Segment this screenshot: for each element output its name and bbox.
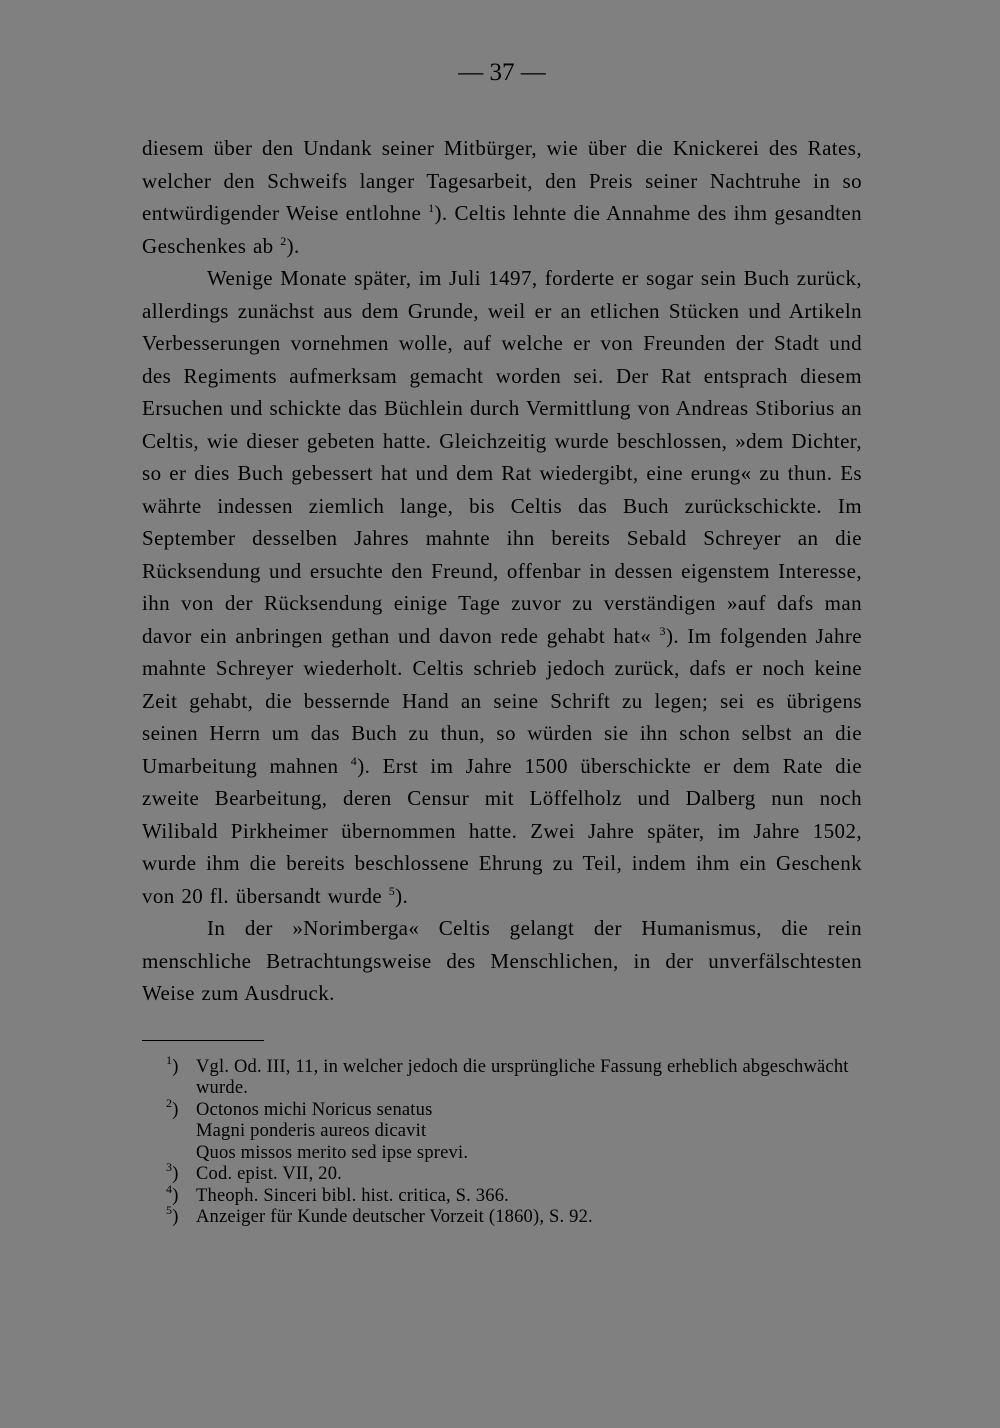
footnote-ref: 4 (350, 753, 358, 768)
footnote-text (196, 1186, 862, 1208)
footnote-number: 5 (166, 1203, 173, 1217)
footnote-line: Octonos michi Noricus senatus (196, 1099, 433, 1120)
footnote-mark: $^3$) (166, 1160, 179, 1184)
footnote-divider (142, 1040, 264, 1041)
footnote-number: 1 (166, 1052, 173, 1067)
footnote-ref: 3 (659, 623, 666, 638)
footnote-line: Anzeiger für Kunde deutscher Vorzeit (1860), S. 92. (196, 1207, 593, 1227)
paragraph-text: diesem über den Undank seiner Mitbürger, wie über die Knickerei des Rates, welcher den Schweifs langer Tagesarbeit, den Preis seiner Nachtruhe in so entwürdigender Weise entlohne (142, 136, 862, 225)
footnote-text (196, 1100, 862, 1165)
footnote-ref: 1 (428, 201, 435, 215)
footnote-mark: $^2$) (166, 1095, 179, 1120)
paragraph-text: ). Celtis lehnte die Annahme des ihm gesandten Geschenkes ab (142, 201, 862, 258)
footnote-line: Cod. epist. VII, 20. (196, 1164, 343, 1184)
footnote-line: Vgl. Od. III, 11, in welcher jedoch die ursprüngliche Fassung erheblich abgeschwächt wurde. (196, 1056, 849, 1098)
page-number: — 37 — (458, 59, 546, 86)
paragraph (142, 262, 862, 912)
paragraph-text: ). (395, 883, 409, 908)
footnote-ref: 2 (280, 233, 287, 248)
paragraph-text: ). Im folgenden Jahre mahnte Schreyer wiederholt. Celtis schrieb jedoch zurück, dafs er noch keine Zeit gehabt, die bessernde Hand an seine Schrift zu legen; sei es übrigens seinen Herrn um das Buch zu thun, so würden sie ihn schon selbst an die Umarbeitung mahnen (142, 623, 862, 778)
paragraph (142, 912, 862, 1010)
footnote (142, 1181, 862, 1208)
footnote (142, 1095, 862, 1165)
footnote (142, 1203, 862, 1229)
footnote-mark: $^5$) (166, 1203, 179, 1227)
footnote-number: 4 (166, 1181, 173, 1196)
body-text (142, 132, 862, 1010)
footnote-number: 2 (166, 1095, 173, 1110)
footnote-mark: $^4$) (166, 1181, 179, 1206)
paragraph-text: ). (286, 233, 300, 258)
paragraph-text: ). Erst im Jahre 1500 überschickte er dem Rate die zweite Bearbeitung, deren Censur mit Löffelholz und Dalberg nun noch Wilibald Pirkheimer übernommen hatte. Zwei Jahre später, im Jahre 1502, wurde ihm die bereits beschlossene Ehrung zu Teil, indem ihm ein Geschenk von 20 fl. übersandt wurde (142, 753, 862, 908)
footnote-text (196, 1057, 862, 1100)
footnote-line: Quos missos merito sed ipse sprevi. (196, 1142, 469, 1163)
paragraph (142, 132, 862, 262)
footnote-line: Theoph. Sinceri bibl. hist. critica, S. 366. (196, 1185, 509, 1206)
footnote (142, 1160, 862, 1186)
footnote-number: 3 (166, 1160, 173, 1174)
footnote-line: Magni ponderis aureos dicavit (196, 1121, 427, 1141)
document-page (142, 58, 862, 1229)
footnotes (142, 1052, 862, 1229)
footnote-mark: $^1$) (166, 1052, 179, 1077)
footnote-ref: 5 (388, 883, 396, 898)
footnote (142, 1052, 862, 1100)
paragraph-text: In der »Norimberga« Celtis gelangt der Humanismus, die rein menschliche Betrachtungsweise des Menschlichen, in der unverfälschtesten Weise zum Ausdruck. (142, 916, 862, 1005)
footnote-text (196, 1207, 862, 1229)
footnote-text (196, 1164, 862, 1186)
paragraph-text: Wenige Monate später, im Juli 1497, forderte er sogar sein Buch zurück, allerdings zunächst aus dem Grunde, weil er an etlichen Stücken und Artikeln Verbesserungen vornehmen wolle, auf welche er von Freunden der Stadt und des Regiments aufmerksam gemacht worden sei. Der Rat entsprach diesem Ersuchen und schickte das Büchlein durch Vermittlung von Andreas Stiborius an Celtis, wie dieser gebeten hatte. Gleichzeitig wurde beschlossen, »dem Dichter, so er dies Buch gebessert hat und dem Rat wiedergibt, eine erung« zu thun. Es währte indessen ziemlich lange, bis Celtis das Buch zurückschickte. Im September desselben Jahres mahnte ihn bereits Sebald Schreyer an die Rücksendung und ersuchte den Freund, offenbar in dessen eigenstem Interesse, ihn von der Rücksendung einige Tage zuvor zu verständigen »auf dafs man davor ein anbringen gethan und davon rede gehabt hat« (142, 266, 862, 648)
